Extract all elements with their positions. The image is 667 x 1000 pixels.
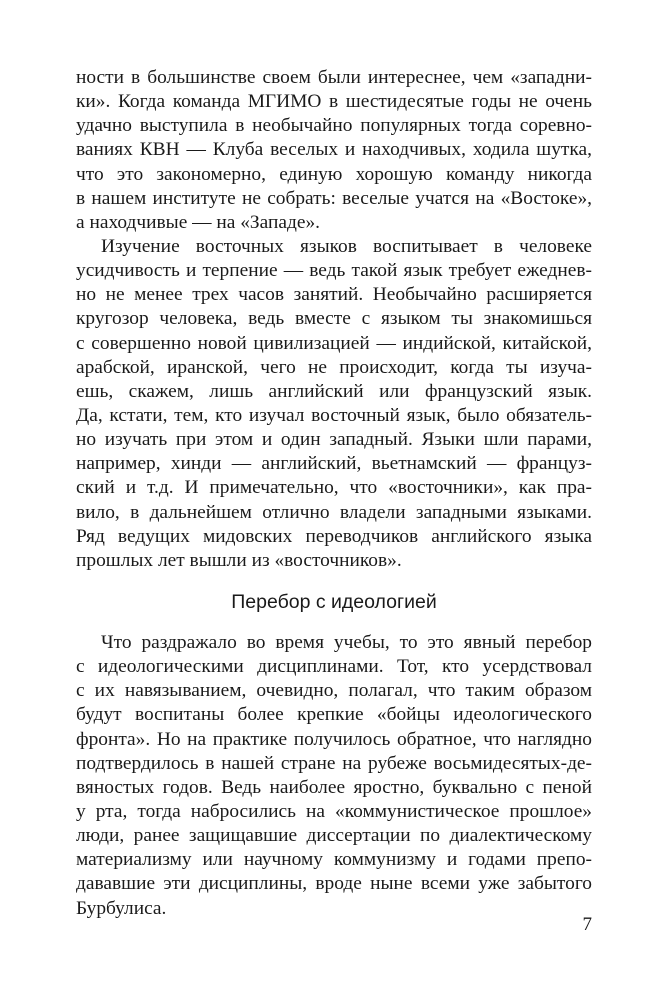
- text-line: люди, ранее защищавшие диссертации по диалектическому: [76, 825, 592, 847]
- page-number: 7: [582, 914, 592, 935]
- section-heading: Перебор с идеологией: [231, 591, 437, 613]
- text-line: ки». Когда команда МГИМО в шестидесятые годы не очень: [76, 91, 592, 113]
- paragraph-oriental-languages: [76, 235, 592, 573]
- text-line: у рта, тогда набросились на «коммунистическое прошлое»: [76, 800, 592, 822]
- body-text-bottom: [76, 631, 592, 921]
- text-line: подтвердилось в нашей стране на рубеже восьмидесятых-де-: [76, 752, 592, 774]
- text-line: арабской, иранской, чего не происходит, когда ты изуча-: [76, 356, 592, 378]
- text-line: удачно выступила в необычайно популярных тогда соревно-: [76, 115, 592, 137]
- text-line: что это закономерно, единую хорошую команду никогда: [76, 163, 592, 185]
- paragraph-ideology: [76, 631, 592, 921]
- text-line: дававшие эти дисциплины, вроде ныне всеми уже забытого: [76, 873, 592, 895]
- text-line: будут воспитаны более крепкие «бойцы идеологического: [76, 704, 592, 726]
- text-line: ский и т.д. И примечательно, что «восточники», как пра-: [76, 477, 592, 499]
- text-line: ешь, скажем, лишь английский или французский язык.: [76, 380, 592, 402]
- text-line: Изучение восточных языков воспитывает в человеке: [101, 235, 592, 257]
- text-line: Бурбулиса.: [76, 897, 167, 919]
- text-line: прошлых лет вышли из «восточников».: [76, 549, 402, 571]
- text-line: Ряд ведущих мидовских переводчиков английского языка: [76, 525, 592, 547]
- text-line: например, хинди — английский, вьетнамский — француз-: [76, 453, 592, 475]
- text-line: усидчивость и терпение — ведь такой язык требует ежеднев-: [76, 260, 592, 282]
- text-line: материализму или научному коммунизму и годами препо-: [76, 849, 592, 871]
- text-line: но изучать при этом и один западный. Языки шли парами,: [76, 429, 592, 451]
- text-line: кругозор человека, ведь вместе с языком ты знакомишься: [76, 308, 592, 330]
- text-line: Что раздражало во время учебы, то это явный перебор: [101, 632, 592, 653]
- text-line: с совершенно новой цивилизацией — индийской, китайской,: [76, 332, 592, 354]
- text-line: вило, в дальнейшем отлично владели западными языками.: [76, 501, 592, 523]
- text-line: вяностых годов. Ведь наиболее яростно, буквально с пеной: [76, 776, 592, 798]
- body-text-top: [76, 66, 592, 573]
- text-line: в нашем институте не собрать: веселые учатся на «Востоке»,: [76, 187, 592, 209]
- text-line: фронта». Но на практике получилось обратное, что наглядно: [76, 728, 592, 750]
- text-line: ности в большинстве своем были интереснее, чем «западни-: [76, 67, 592, 88]
- paragraph-continued: [76, 66, 592, 235]
- text-line: Да, кстати, тем, кто изучал восточный язык, было обязатель-: [76, 404, 592, 426]
- text-line: ваниях КВН — Клуба веселых и находчивых, ходила шутка,: [76, 139, 592, 161]
- text-line: с их навязыванием, очевидно, полагал, что таким образом: [76, 680, 592, 702]
- text-line: а находчивые — на «Западе».: [76, 211, 320, 233]
- text-line: но не менее трех часов занятий. Необычайно расширяется: [76, 284, 592, 306]
- text-line: с идеологическими дисциплинами. Тот, кто усердствовал: [76, 656, 592, 678]
